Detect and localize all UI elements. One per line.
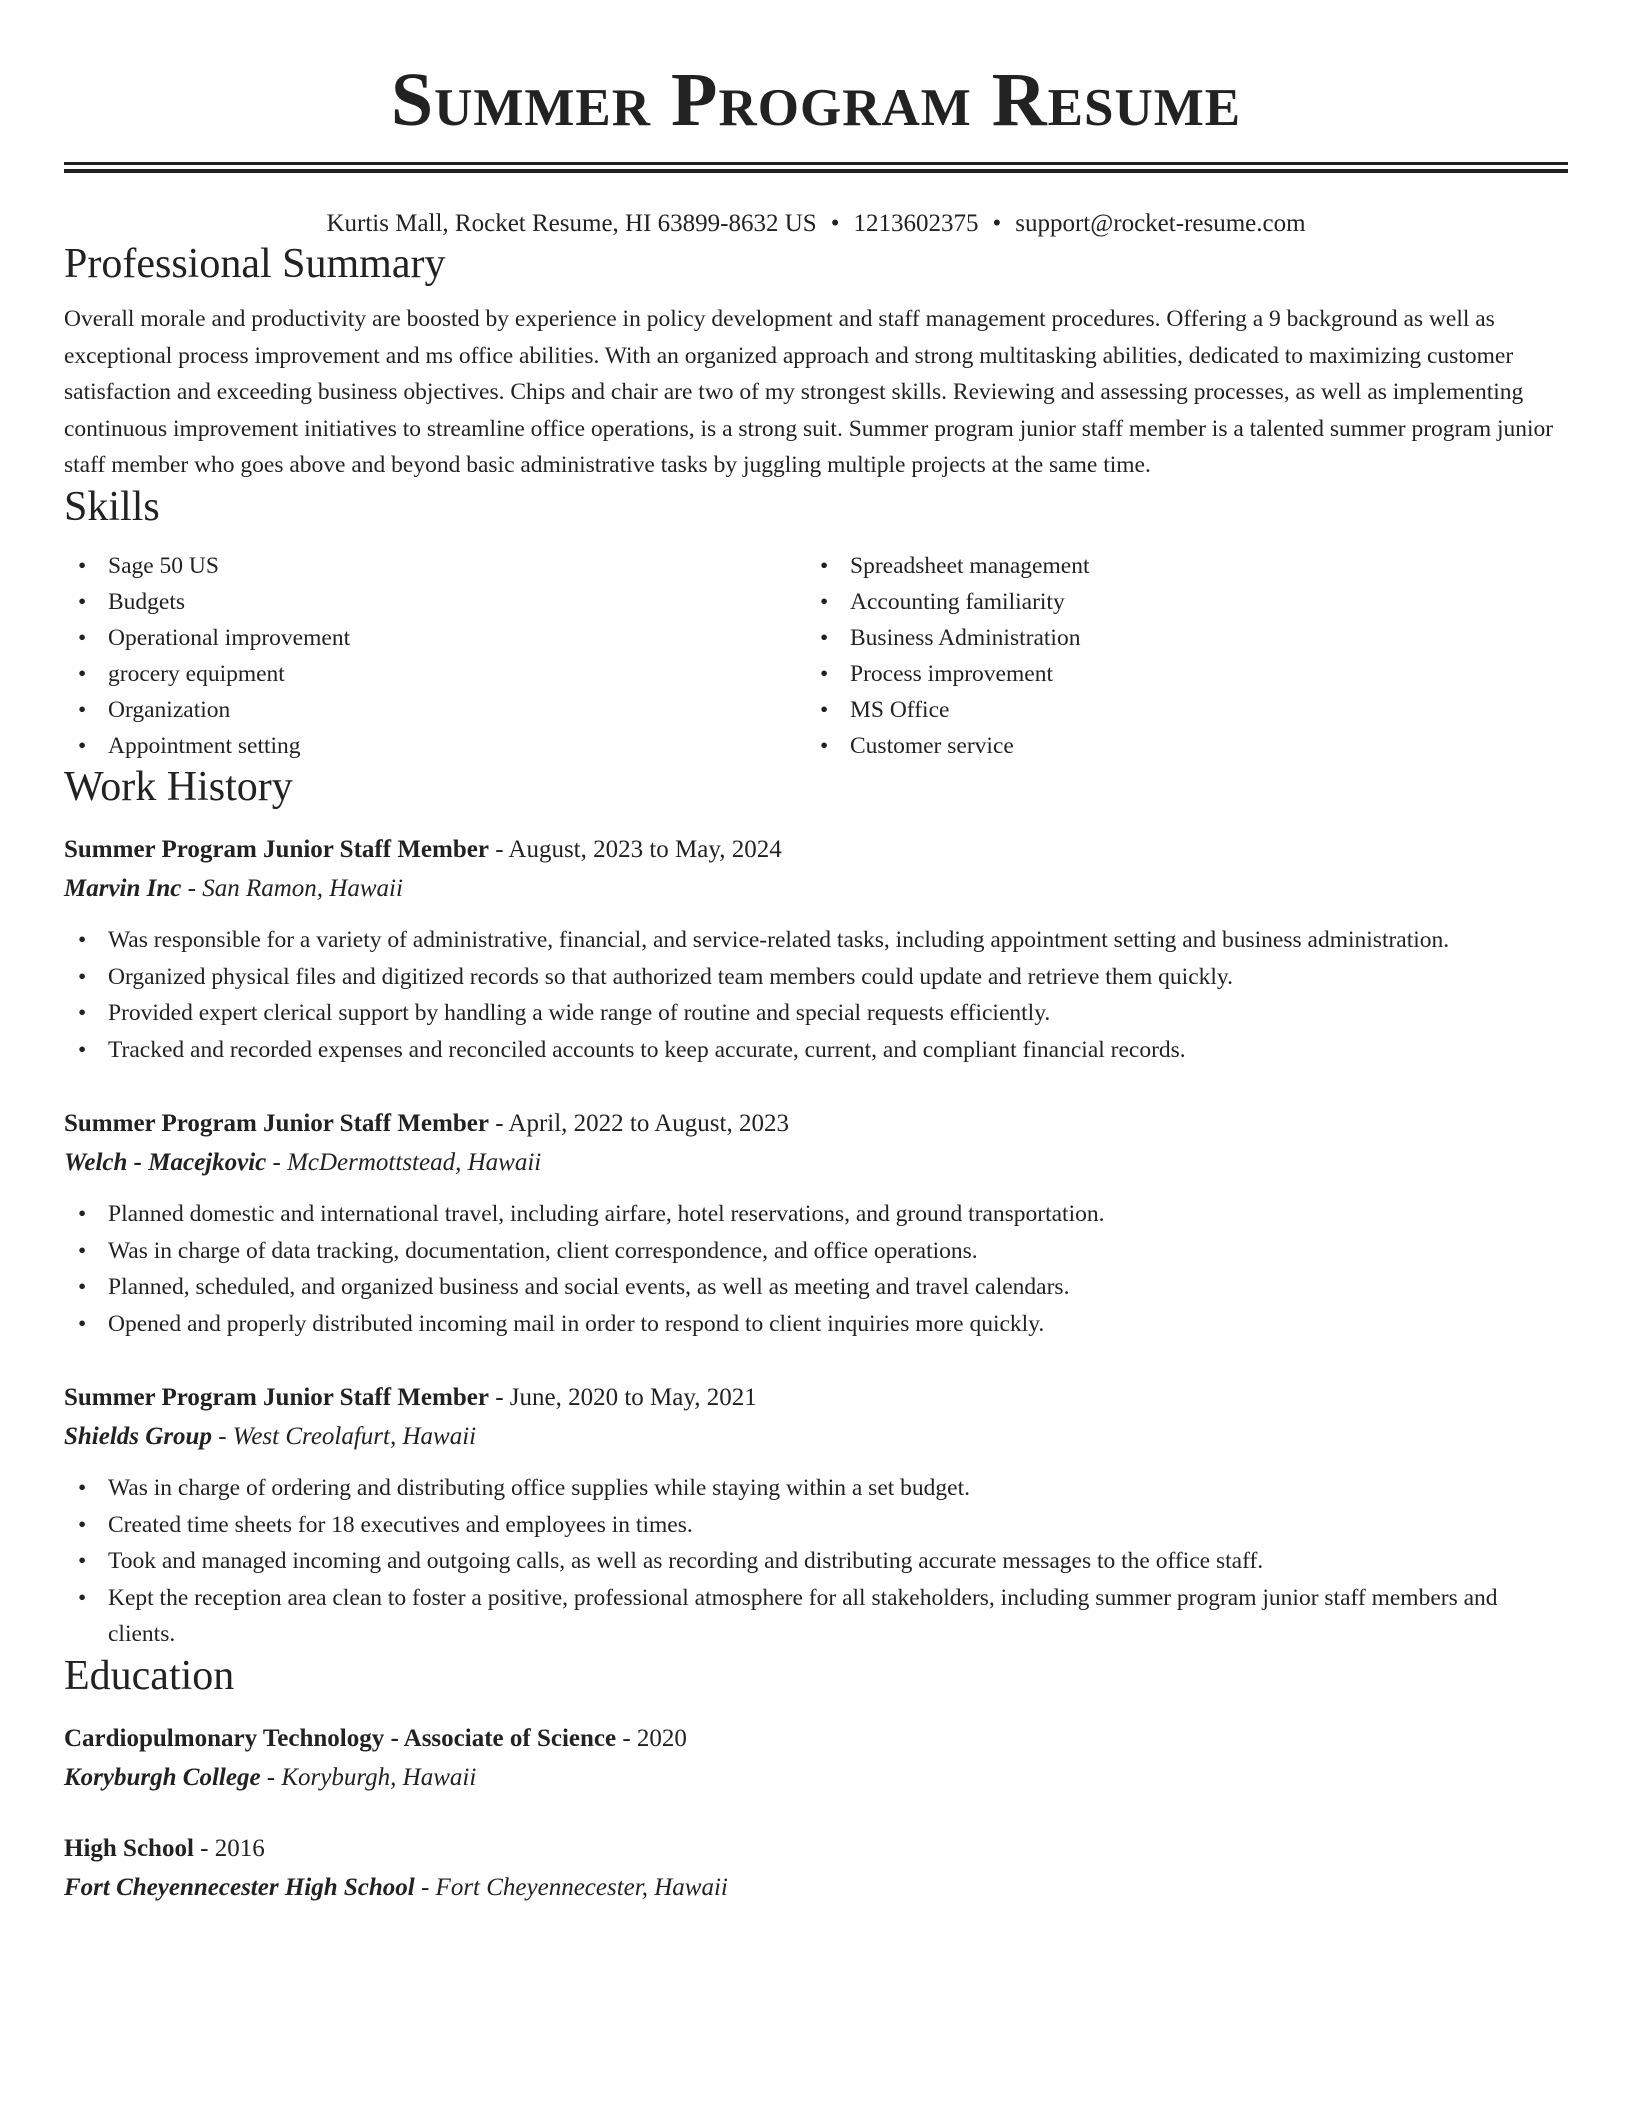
education-degree: High School bbox=[64, 1834, 194, 1862]
job-bullet: • Took and managed incoming and outgoing calls, as well as recording and distributing accurate messages to the office staff. bbox=[64, 1543, 1568, 1580]
job-title-line bbox=[64, 1378, 1568, 1417]
job-bullets bbox=[64, 922, 1568, 1068]
job-bullet: • Was in charge of ordering and distributing office supplies while staying within a set budget. bbox=[64, 1470, 1568, 1507]
skill-item: • Appointment setting bbox=[64, 728, 806, 764]
job-title: Summer Program Junior Staff Member bbox=[64, 1384, 489, 1412]
job-company: Marvin Inc bbox=[64, 875, 182, 903]
skill-item: • Sage 50 US bbox=[64, 548, 806, 584]
job-company-line bbox=[64, 1143, 1568, 1182]
job-bullet: • Planned, scheduled, and organized business and social events, as well as meeting and travel calendars. bbox=[64, 1269, 1568, 1306]
contact-address: Kurtis Mall, Rocket Resume, HI 63899-8632 US bbox=[326, 210, 817, 237]
job-bullet: • Planned domestic and international travel, including airfare, hotel reservations, and ground transportation. bbox=[64, 1196, 1568, 1233]
job-bullets bbox=[64, 1196, 1568, 1342]
education-degree: Cardiopulmonary Technology - Associate of Science bbox=[64, 1724, 617, 1752]
contact-phone: 1213602375 bbox=[853, 210, 979, 237]
education-year: - 2016 bbox=[193, 1834, 265, 1862]
job-dates: - April, 2022 to August, 2023 bbox=[488, 1110, 789, 1138]
skills-list bbox=[64, 548, 1568, 764]
contact-separator: • bbox=[830, 210, 840, 237]
job-dates: - June, 2020 to May, 2021 bbox=[488, 1384, 757, 1412]
skill-item: • Operational improvement bbox=[64, 620, 806, 656]
job-bullet: • Provided expert clerical support by handling a wide range of routine and special requests efficiently. bbox=[64, 995, 1568, 1032]
resume-name: Summer Program Resume bbox=[390, 58, 1242, 142]
job-bullet: • Created time sheets for 18 executives and employees in times. bbox=[64, 1507, 1568, 1544]
job-company: Shields Group bbox=[64, 1423, 212, 1451]
education-location: - Fort Cheyennecester, Hawaii bbox=[414, 1873, 728, 1901]
skill-item: • Accounting familiarity bbox=[806, 584, 1548, 620]
job-entry bbox=[64, 1104, 1568, 1342]
education-heading: Education bbox=[64, 1652, 235, 1699]
job-company: Welch - Macejkovic bbox=[64, 1149, 267, 1177]
job-bullet: • Opened and properly distributed incoming mail in order to respond to client inquiries more quickly. bbox=[64, 1306, 1568, 1343]
job-title: Summer Program Junior Staff Member bbox=[64, 1110, 489, 1138]
skill-item: • Organization bbox=[64, 692, 806, 728]
skill-item: • Budgets bbox=[64, 584, 806, 620]
work-history-heading: Work History bbox=[64, 763, 293, 810]
education-school-line bbox=[64, 1868, 1568, 1907]
job-company-line bbox=[64, 869, 1568, 908]
job-bullet: • Kept the reception area clean to foster a positive, professional atmosphere for all stakeholders, including summer program junior staff members and clients. bbox=[64, 1580, 1568, 1653]
skills-column-left bbox=[64, 548, 806, 764]
job-bullets bbox=[64, 1470, 1568, 1653]
job-bullet: • Was responsible for a variety of administrative, financial, and service-related tasks, including appointment setting and business administration. bbox=[64, 922, 1568, 959]
skills-heading: Skills bbox=[64, 483, 160, 530]
job-bullet: • Tracked and recorded expenses and reconciled accounts to keep accurate, current, and compliant financial records. bbox=[64, 1032, 1568, 1069]
skill-item: • Customer service bbox=[806, 728, 1548, 764]
summary-heading: Professional Summary bbox=[64, 241, 446, 287]
education-entry bbox=[64, 1829, 1568, 1907]
education-degree-line bbox=[64, 1719, 1568, 1758]
education-year: - 2020 bbox=[616, 1724, 687, 1752]
skill-item: • MS Office bbox=[806, 692, 1548, 728]
job-entry bbox=[64, 1378, 1568, 1653]
skills-column-right bbox=[806, 548, 1548, 764]
education-entry bbox=[64, 1719, 1568, 1797]
skill-item: • Process improvement bbox=[806, 656, 1548, 692]
job-bullet: • Was in charge of data tracking, documentation, client correspondence, and office operations. bbox=[64, 1233, 1568, 1270]
job-location: - West Creolafurt, Hawaii bbox=[211, 1423, 477, 1451]
education-school-line bbox=[64, 1758, 1568, 1797]
education-school: Fort Cheyennecester High School bbox=[64, 1873, 415, 1901]
summary-text: Overall morale and productivity are boosted by experience in policy development and staff management procedures. Offering a 9 background as well as exceptional process improvement and ms office abilities. With an organized approach and strong multitasking abilities, dedicated to maximizing customer satisfaction and exceeding business objectives. Chips and chair are two of my strongest skills. Reviewing and assessing processes, as well as implementing continuous improvement initiatives to streamline office operations, is a strong suit. Summer program junior staff member is a talented summer program junior staff member who goes above and beyond basic administrative tasks by juggling multiple projects at the same time. bbox=[64, 306, 1554, 479]
job-location: - McDermottstead, Hawaii bbox=[266, 1149, 542, 1177]
job-bullet: • Organized physical files and digitized records so that authorized team members could update and retrieve them quickly. bbox=[64, 959, 1568, 996]
education-degree-line bbox=[64, 1829, 1568, 1868]
job-dates: - August, 2023 to May, 2024 bbox=[488, 836, 782, 864]
job-title-line bbox=[64, 830, 1568, 869]
job-title: Summer Program Junior Staff Member bbox=[64, 836, 489, 864]
skill-item: • Spreadsheet management bbox=[806, 548, 1548, 584]
job-location: - San Ramon, Hawaii bbox=[181, 875, 403, 903]
education-location: - Koryburgh, Hawaii bbox=[260, 1763, 477, 1791]
job-company-line bbox=[64, 1417, 1568, 1456]
education-school: Koryburgh College bbox=[64, 1763, 261, 1791]
job-entry bbox=[64, 830, 1568, 1068]
job-title-line bbox=[64, 1104, 1568, 1143]
contact-email: support@rocket-resume.com bbox=[1015, 210, 1306, 237]
contact-separator: • bbox=[992, 210, 1002, 237]
skill-item: • Business Administration bbox=[806, 620, 1548, 656]
header-divider bbox=[64, 162, 1568, 173]
contact-line bbox=[64, 207, 1568, 241]
skill-item: • grocery equipment bbox=[64, 656, 806, 692]
